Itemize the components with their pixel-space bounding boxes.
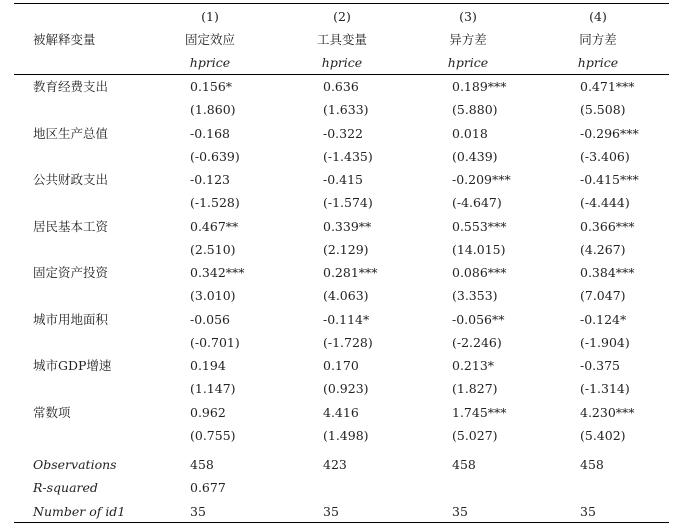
coefficient-cell: 0.636 [323, 79, 359, 94]
t-stat-cell: (-1.314) [580, 381, 630, 396]
coefficient-cell: 4.230*** [580, 405, 635, 420]
row-label: 固定资产投资 [33, 265, 109, 280]
coefficient-cell: 0.339** [323, 219, 372, 234]
t-stat-cell: (2.129) [323, 242, 369, 257]
t-stat-cell: (-1.904) [580, 335, 630, 350]
t-stat-cell: (5.508) [580, 102, 626, 117]
coefficient-cell: -0.056** [452, 312, 505, 327]
t-stat-cell: (-1.528) [190, 195, 240, 210]
coefficient-cell: 0.086*** [452, 265, 507, 280]
col-4-name: 同方差 [579, 32, 617, 47]
coefficient-cell: 0.189*** [452, 79, 507, 94]
row-title: 被解释变量 [33, 32, 96, 47]
stat-label: Observations [33, 457, 117, 472]
t-stat-cell: (1.827) [452, 381, 498, 396]
coefficient-cell: 0.342*** [190, 265, 245, 280]
stat-value: 0.677 [190, 480, 226, 495]
coefficient-cell: -0.124* [580, 312, 627, 327]
col-1-number: (1) [201, 9, 219, 24]
coefficient-cell: 0.213* [452, 358, 495, 373]
t-stat-cell: (7.047) [580, 288, 626, 303]
t-stat-cell: (-1.574) [323, 195, 373, 210]
coefficient-cell: 0.366*** [580, 219, 635, 234]
coefficient-cell: 4.416 [323, 405, 359, 420]
col-1-name: 固定效应 [184, 32, 235, 47]
t-stat-cell: (2.510) [190, 242, 236, 257]
t-stat-cell: (1.147) [190, 381, 236, 396]
stat-value: 423 [323, 457, 347, 472]
stat-label: Number of id1 [33, 504, 126, 519]
t-stat-cell: (1.860) [190, 102, 236, 117]
stat-value: 458 [580, 457, 604, 472]
col-4-number: (4) [589, 9, 607, 24]
stat-value: 458 [190, 457, 214, 472]
t-stat-cell: (-1.728) [323, 335, 373, 350]
row-label: 居民基本工资 [33, 219, 109, 234]
t-stat-cell: (3.010) [190, 288, 236, 303]
row-label: 城市用地面积 [33, 312, 109, 327]
stat-value: 35 [452, 504, 468, 519]
col-2-dep: hprice [321, 55, 363, 70]
t-stat-cell: (0.439) [452, 149, 498, 164]
col-1-dep: hprice [189, 55, 231, 70]
t-stat-cell: (1.633) [323, 102, 369, 117]
coefficient-cell: 0.170 [323, 358, 359, 373]
coefficient-cell: -0.056 [190, 312, 231, 327]
coefficient-cell: -0.123 [190, 172, 231, 187]
row-label: 公共财政支出 [33, 172, 109, 187]
t-stat-cell: (3.353) [452, 288, 498, 303]
coefficient-cell: -0.168 [190, 126, 231, 141]
coefficient-cell: 0.384*** [580, 265, 635, 280]
row-label: 地区生产总值 [33, 126, 109, 141]
row-label: 城市GDP增速 [33, 358, 112, 373]
t-stat-cell: (-0.639) [190, 149, 240, 164]
t-stat-cell: (5.880) [452, 102, 498, 117]
header-rule [14, 74, 669, 75]
col-3-name: 异方差 [449, 32, 487, 47]
coefficient-cell: -0.375 [580, 358, 621, 373]
t-stat-cell: (14.015) [452, 242, 506, 257]
coefficient-cell: -0.415*** [580, 172, 639, 187]
coefficient-cell: -0.209*** [452, 172, 511, 187]
t-stat-cell: (5.402) [580, 428, 626, 443]
coefficient-cell: 0.018 [452, 126, 488, 141]
col-4-dep: hprice [577, 55, 619, 70]
stat-label: R-squared [33, 480, 98, 495]
t-stat-cell: (0.923) [323, 381, 369, 396]
bottom-rule [14, 522, 669, 523]
t-stat-cell: (-4.444) [580, 195, 630, 210]
t-stat-cell: (-1.435) [323, 149, 373, 164]
coefficient-cell: -0.296*** [580, 126, 639, 141]
coefficient-cell: 0.553*** [452, 219, 507, 234]
coefficient-cell: -0.322 [323, 126, 364, 141]
col-2-name: 工具变量 [316, 32, 367, 47]
stat-value: 35 [190, 504, 206, 519]
row-label: 常数项 [33, 405, 71, 420]
t-stat-cell: (4.267) [580, 242, 626, 257]
stat-value: 35 [323, 504, 339, 519]
coefficient-cell: 0.281*** [323, 265, 378, 280]
top-rule [14, 3, 669, 4]
t-stat-cell: (-0.701) [190, 335, 240, 350]
stat-value: 35 [580, 504, 596, 519]
t-stat-cell: (5.027) [452, 428, 498, 443]
coefficient-cell: 1.745*** [452, 405, 507, 420]
coefficient-cell: 0.156* [190, 79, 233, 94]
coefficient-cell: 0.194 [190, 358, 226, 373]
t-stat-cell: (-4.647) [452, 195, 502, 210]
col-2-number: (2) [333, 9, 351, 24]
col-3-number: (3) [459, 9, 477, 24]
t-stat-cell: (1.498) [323, 428, 369, 443]
t-stat-cell: (-3.406) [580, 149, 630, 164]
coefficient-cell: 0.471*** [580, 79, 635, 94]
t-stat-cell: (4.063) [323, 288, 369, 303]
coefficient-cell: -0.114* [323, 312, 370, 327]
row-label: 教育经费支出 [33, 79, 109, 94]
coefficient-cell: 0.467** [190, 219, 239, 234]
t-stat-cell: (-2.246) [452, 335, 502, 350]
col-3-dep: hprice [447, 55, 489, 70]
coefficient-cell: -0.415 [323, 172, 364, 187]
stat-value: 458 [452, 457, 476, 472]
coefficient-cell: 0.962 [190, 405, 226, 420]
t-stat-cell: (0.755) [190, 428, 236, 443]
